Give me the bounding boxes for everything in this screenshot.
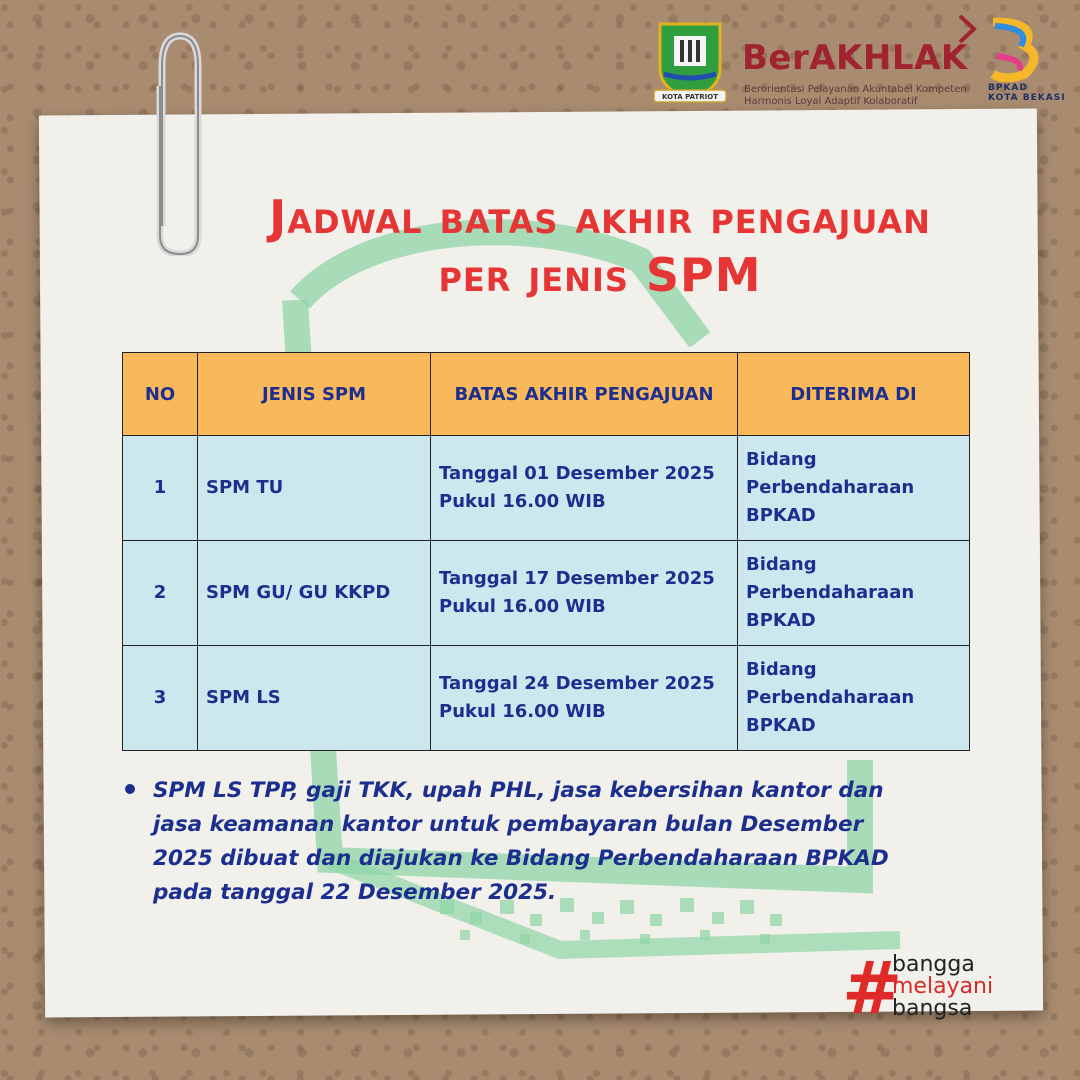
cell-diterima-line1: Bidang [746, 659, 817, 680]
cell-diterima-line2: Perbendaharaan [746, 687, 915, 708]
bpkad-line2: KOTA BEKASI [988, 93, 1066, 103]
table-row [123, 436, 970, 541]
cell-diterima-line3: BPKAD [746, 505, 816, 526]
bangga-melayani-bangsa-logo [842, 946, 1022, 1030]
cell-diterima-line2: Perbendaharaan [746, 582, 915, 603]
berakhlak-tagline-line2: Harmonis Loyal Adaptif Kolaboratif [744, 96, 918, 107]
note-list-item [125, 774, 945, 910]
bullet-icon [125, 784, 135, 794]
chevron-right-icon [958, 14, 978, 44]
cell-diterima [738, 541, 970, 646]
cell-jenis: SPM TU [198, 436, 431, 541]
header-batas-akhir: BATAS AKHIR PENGAJUAN [431, 353, 738, 436]
berakhlak-tagline-line1: Berorientasi Pelayanan Akuntabel Kompeten [744, 84, 967, 95]
bpkad-line1: BPKAD [988, 83, 1028, 93]
bangga-text [892, 954, 993, 1020]
note-line1: SPM LS TPP, gaji TKK, upah PHL, jasa kebersihan kantor dan [153, 778, 884, 803]
bangga-line1: bangga [892, 952, 975, 977]
header-no: NO [123, 353, 198, 436]
kota-bekasi-emblem-icon [650, 18, 730, 104]
cell-jenis: SPM GU/ GU KKPD [198, 541, 431, 646]
table-header-row [123, 353, 970, 436]
cell-batas [431, 541, 738, 646]
cell-diterima-line1: Bidang [746, 449, 817, 470]
spm-schedule-table [122, 352, 970, 751]
cell-batas-time: Pukul 16.00 WIB [439, 701, 606, 722]
bpkad-logo-text [988, 83, 1066, 103]
cell-diterima [738, 436, 970, 541]
berakhlak-logo-text: BerAKHLAK [742, 38, 968, 78]
note-text [153, 774, 945, 910]
cell-no: 3 [123, 646, 198, 751]
cell-batas-time: Pukul 16.00 WIB [439, 491, 606, 512]
kota-logo-ribbon-text: KOTA PATRIOT [661, 93, 719, 101]
cell-batas-time: Pukul 16.00 WIB [439, 596, 606, 617]
cell-diterima-line2: Perbendaharaan [746, 477, 915, 498]
cell-no: 1 [123, 436, 198, 541]
cell-diterima [738, 646, 970, 751]
cell-diterima-line3: BPKAD [746, 610, 816, 631]
header-diterima-di: DITERIMA DI [738, 353, 970, 436]
berakhlak-tagline [744, 84, 967, 108]
cell-diterima-line1: Bidang [746, 554, 817, 575]
table-row [123, 541, 970, 646]
cell-jenis: SPM LS [198, 646, 431, 751]
cell-batas-date: Tanggal 01 Desember 2025 [439, 463, 715, 484]
bangga-line3: bangsa [892, 996, 973, 1021]
page-title-line1: Jadwal batas akhir pengajuan [269, 190, 931, 244]
page-title-line2: per jenis SPM [438, 248, 762, 302]
hashtag-icon: # [842, 946, 903, 1030]
note-line4: pada tanggal 22 Desember 2025. [153, 880, 557, 905]
cell-diterima-line3: BPKAD [746, 715, 816, 736]
header-jenis-spm: JENIS SPM [198, 353, 431, 436]
cell-batas [431, 646, 738, 751]
bangga-line2: melayani [892, 974, 994, 999]
cell-batas-date: Tanggal 17 Desember 2025 [439, 568, 715, 589]
cell-batas [431, 436, 738, 541]
cell-batas-date: Tanggal 24 Desember 2025 [439, 673, 715, 694]
note-line2: jasa keamanan kantor untuk pembayaran bulan Desember [153, 812, 864, 837]
note-line3: 2025 dibuat dan diajukan ke Bidang Perbendaharaan BPKAD [153, 846, 889, 871]
bpkad-logo-icon [985, 16, 1045, 82]
table-row [123, 646, 970, 751]
page-title [200, 188, 1000, 304]
cell-no: 2 [123, 541, 198, 646]
